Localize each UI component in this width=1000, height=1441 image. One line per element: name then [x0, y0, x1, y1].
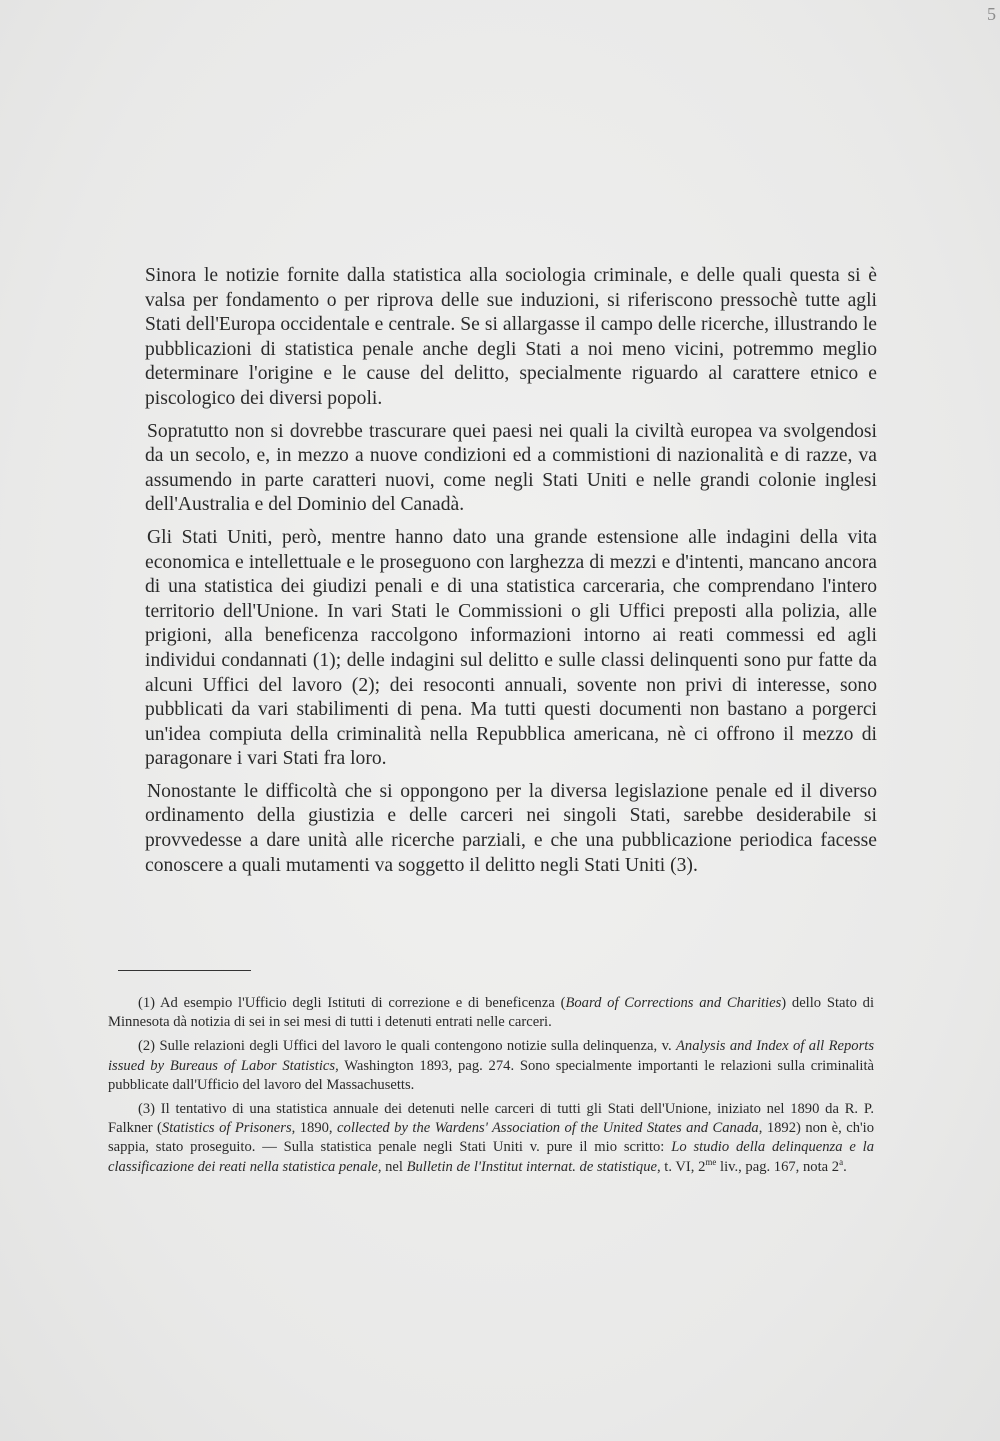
- footnote-3-text-i: , t. VI, 2: [656, 1158, 706, 1175]
- footnote-2-number: (2): [138, 1038, 156, 1055]
- corner-mark: 5: [987, 4, 996, 24]
- footnote-3-sup-me: me: [705, 1156, 717, 1167]
- footnote-1-text-a: Ad esempio l'Ufficio degli Istituti di correzione e di beneficenza (: [160, 995, 566, 1011]
- footnote-3-title-4: Bulletin de l'Institut internat. de statistique: [406, 1158, 657, 1175]
- footnote-1-text-c: ) dello Stato di Minnesota dà notizia di sei in sei mesi di tutti i detenuti entrati nelle carceri.: [108, 995, 875, 1031]
- footnote-3-text-m: .: [843, 1158, 847, 1175]
- footnote-1: [108, 994, 874, 1032]
- paragraph-2: Sopratutto non si dovrebbe trascurare quei paesi nei quali la civiltà europea va svolgendosi da un secolo, e, in mezzo a nuove condizioni ed a commistioni di nazionalità e di razze, va assumendo in parte caratteri nuovi, come negli Stati Uniti e nelle grandi colonie inglesi dell'Australia e del Dominio del Canadà.: [145, 420, 877, 516]
- footnote-3-title-2: collected by the Wardens' Association of the United States and Canada: [337, 1120, 759, 1137]
- footnote-3-text-e: , 1892) non è, ch'io sappia, stato proseguito. — Sulla statistica penale negli Stati Uniti v. pure il mio scritto:: [108, 1120, 875, 1156]
- footnote-3-sup-a: a: [839, 1156, 844, 1167]
- paragraph-3: Gli Stati Uniti, però, mentre hanno dato una grande estensione alle indagini della vita economica e intellettuale e le proseguono con larghezza di mezzi e d'intenti, mancano ancora di una statistica dei giudizi penali e di una statistica carceraria, che comprendano l'intero territorio dell'Unione. In vari Stati le Commissioni o gli Uffici preposti alla polizia, alle prigioni, alla beneficenza raccolgono informazioni intorno ai reati commessi ed agli individui condannati (1); delle indagini sul delitto e sulle classi delinquenti sono pur fatte da alcuni Uffici del lavoro (2); dei resoconti annuali, sovente non privi di interesse, sono pubblicati da vari stabilimenti di pena. Ma tutti questi documenti non bastano a porgerci un'idea compiuta della criminalità nella Repubblica americana, nè ci offrono il mezzo di paragonare i vari Stati fra loro.: [145, 526, 877, 770]
- footnote-2-text-c: , Washington 1893, pag. 274. Sono specialmente importanti le relazioni sulla criminalità pubblicate dall'Ufficio del lavoro del Massachusetts.: [108, 1057, 874, 1093]
- footnote-3: [108, 1100, 874, 1177]
- footnote-2: [108, 1037, 874, 1095]
- footnote-3-title-3: Lo studio della delinquenza e la classificazione dei reati nella statistica penale: [108, 1139, 874, 1175]
- footnote-3-text-c: , 1890,: [291, 1120, 338, 1137]
- footnote-3-text-a: Il tentativo di una statistica annuale dei detenuti nelle carceri di tutti gli Stati dell'Unione, iniziato nel 1890 da R. P. Falkner (: [108, 1101, 874, 1137]
- main-text: [145, 264, 877, 886]
- footnote-3-text-g: , nel: [377, 1158, 407, 1175]
- footnote-1-title: Board of Corrections and Charities: [565, 995, 782, 1011]
- footnote-3-number: (3): [138, 1101, 156, 1118]
- footnote-1-number: (1): [138, 995, 156, 1011]
- paragraph-4: Nonostante le difficoltà che si oppongono per la diversa legislazione penale ed il diverso ordinamento della giustizia e delle carceri nei singoli Stati, sarebbe desiderabile si provvedesse a dare unità alle ricerche parziali, e che una pubblicazione periodica facesse conoscere a quali mutamenti va soggetto il delitto negli Stati Uniti (3).: [145, 780, 877, 876]
- footnote-2-text-a: Sulle relazioni degli Uffici del lavoro le quali contengono notizie sulla delinquenza, v.: [159, 1038, 677, 1055]
- footnotes: [108, 994, 874, 1182]
- footnote-3-title-1: Statistics of Prisoners: [161, 1120, 292, 1137]
- paragraph-1: Sinora le notizie fornite dalla statistica alla sociologia criminale, e delle quali questa si è valsa per fondamento o per riprova delle sue induzioni, si riferiscono pressochè tutte agli Stati dell'Europa occidentale e centrale. Se si allargasse il campo delle ricerche, illustrando le pubblicazioni di statistica penale anche degli Stati a noi meno vicini, potremmo meglio determinare l'origine e le cause del delitto, specialmente riguardo al carattere etnico e piscologico dei diversi popoli.: [145, 265, 877, 409]
- footnote-2-title: Analysis and Index of all Reports issued by Bureaus of Labor Statistics: [108, 1038, 875, 1074]
- footnote-3-text-k: liv., pag. 167, nota 2: [716, 1158, 840, 1175]
- footnote-separator: [118, 970, 251, 971]
